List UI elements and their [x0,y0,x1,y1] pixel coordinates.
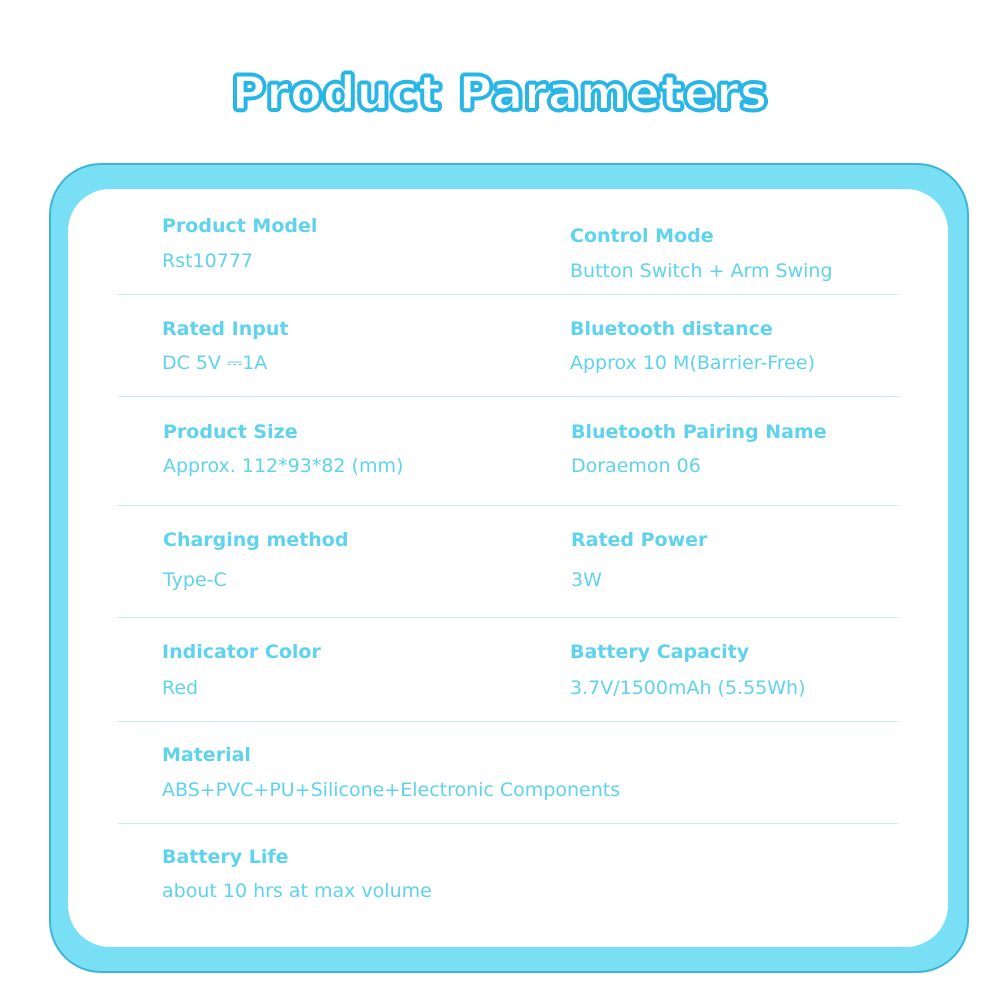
battery-life-value: about 10 hrs at max volume [162,880,432,902]
row-divider [118,505,899,506]
rated-input-label: Rated Input [162,318,289,340]
control-mode-label: Control Mode [570,225,714,247]
row-divider [118,617,899,618]
indicator-color-label: Indicator Color [162,641,321,663]
product-model-label: Product Model [162,215,318,237]
bluetooth-distance-label: Bluetooth distance [570,318,773,340]
indicator-color-value: Red [162,677,199,699]
charging-method-label: Charging method [163,529,349,551]
bluetooth-pairing-name-label: Bluetooth Pairing Name [571,421,827,443]
control-mode-value: Button Switch + Arm Swing [570,260,833,282]
bluetooth-pairing-name-value: Doraemon 06 [571,455,701,477]
page-title: Product Parameters [231,66,769,120]
row-divider [118,294,899,295]
charging-method-value: Type-C [163,569,227,591]
material-value: ABS+PVC+PU+Silicone+Electronic Components [162,779,621,801]
battery-capacity-value: 3.7V/1500mAh (5.55Wh) [570,677,806,699]
bluetooth-distance-value: Approx 10 M(Barrier-Free) [570,352,815,374]
row-divider [118,396,899,397]
row-divider [118,721,899,722]
material-label: Material [162,744,251,766]
row-divider [118,823,899,824]
battery-life-label: Battery Life [162,846,289,868]
rated-input-value: DC 5V ⎓1A [162,352,268,374]
product-size-label: Product Size [163,421,298,443]
product-model-value: Rst10777 [162,250,253,272]
rated-power-value: 3W [571,569,602,591]
battery-capacity-label: Battery Capacity [570,641,750,663]
rated-power-label: Rated Power [571,529,708,551]
product-size-value: Approx. 112*93*82 (mm) [163,455,404,477]
